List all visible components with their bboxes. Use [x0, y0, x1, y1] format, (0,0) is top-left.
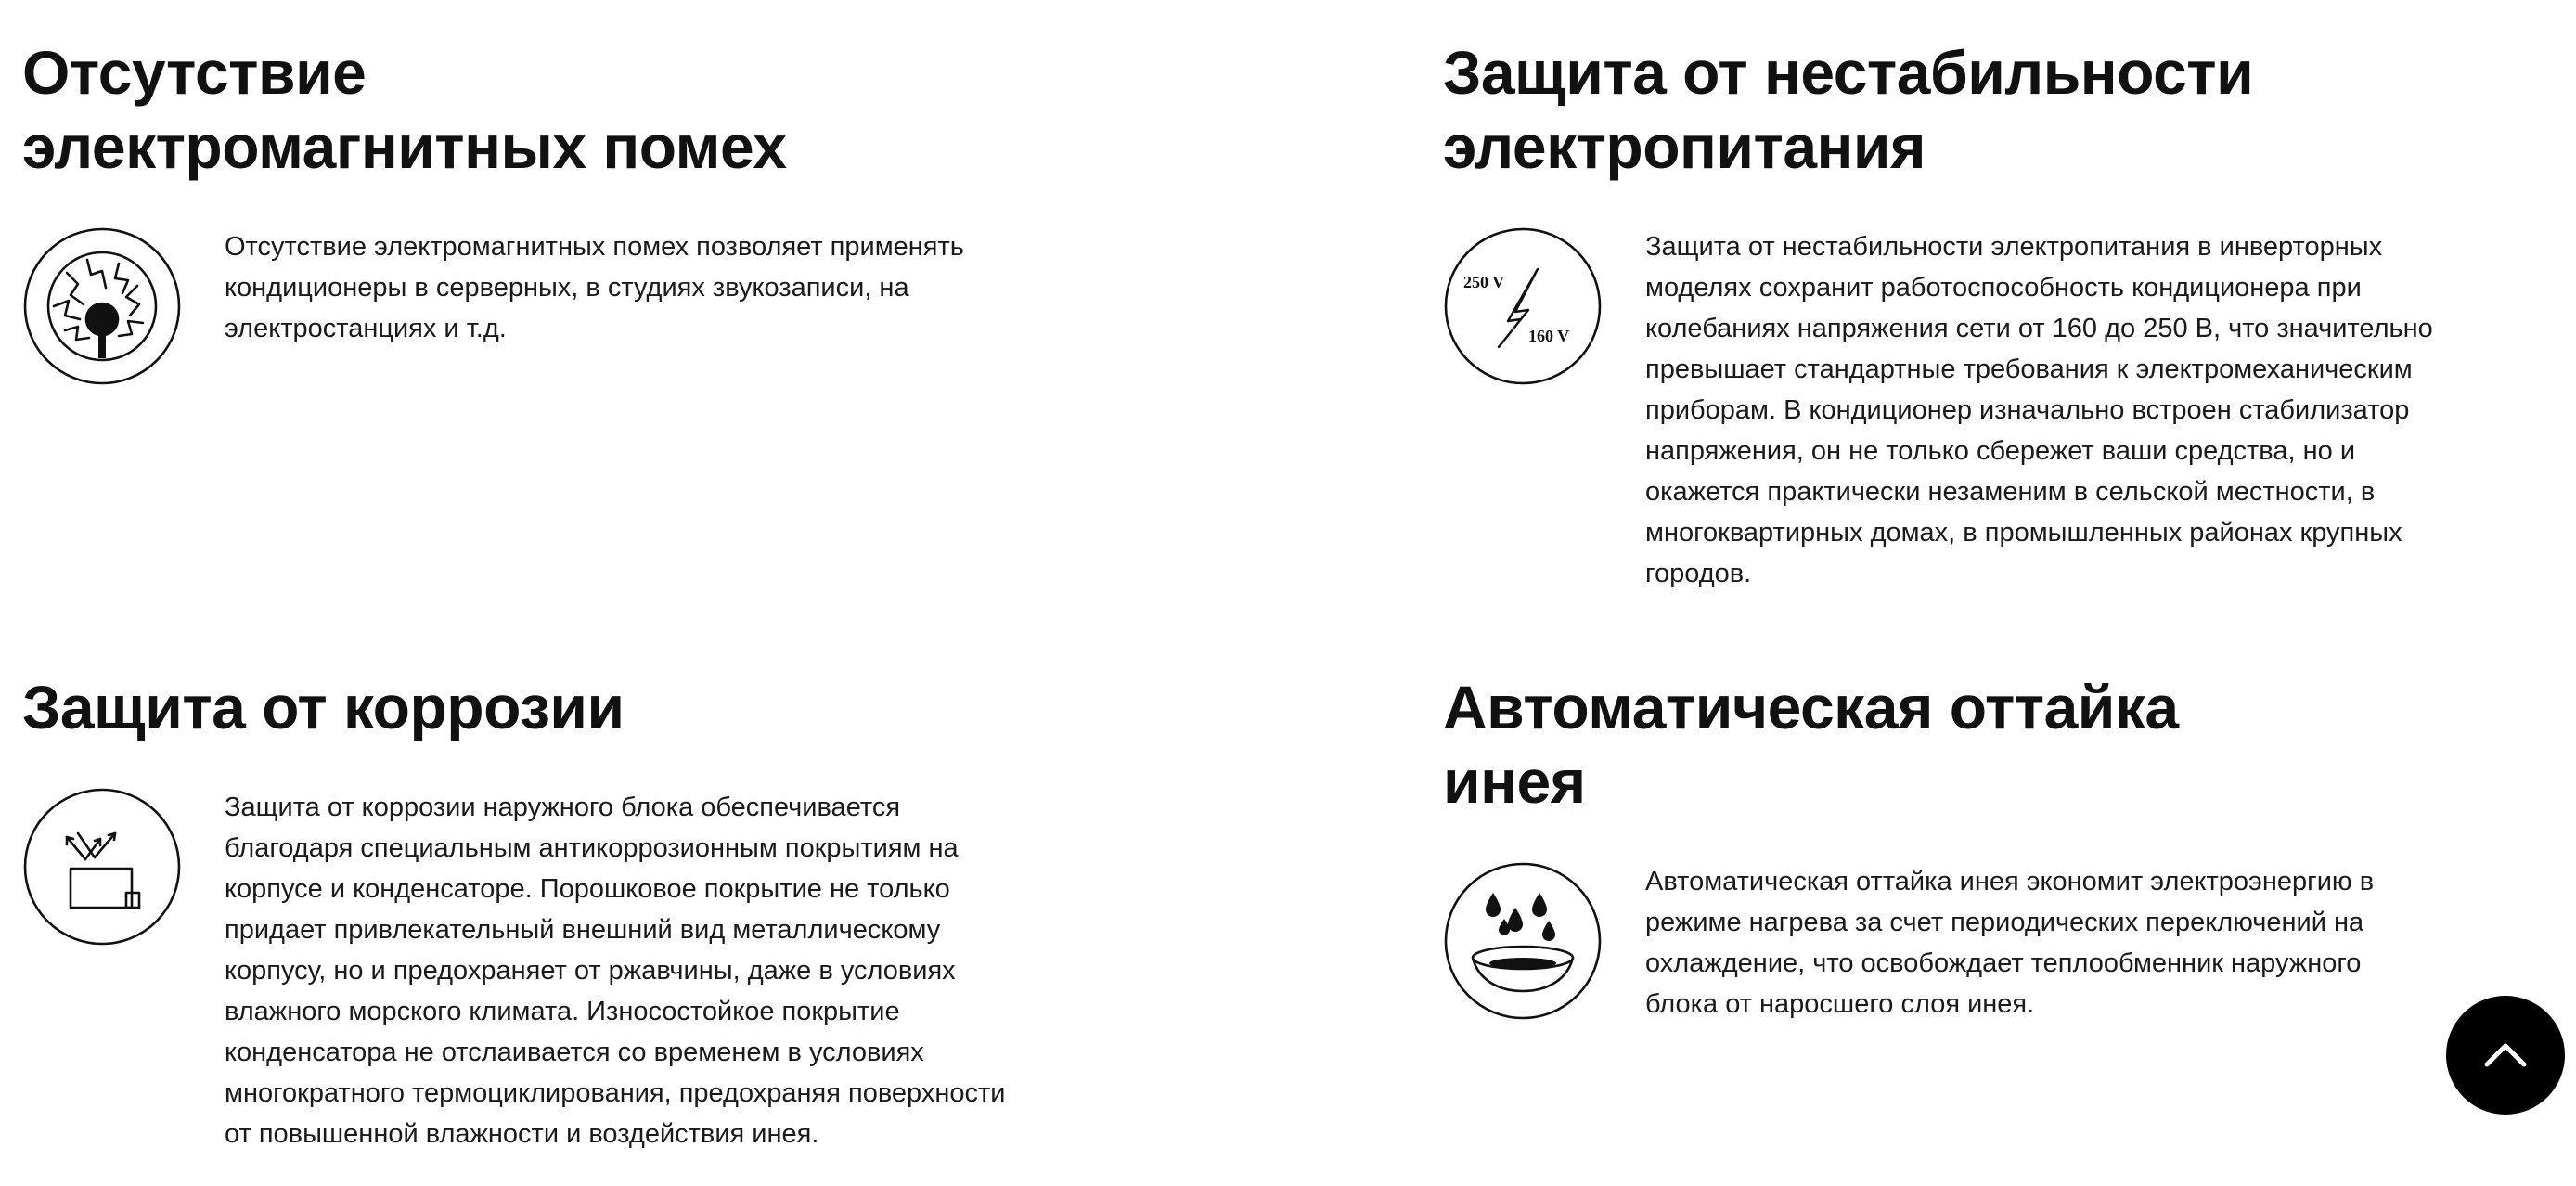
- scroll-to-top-button[interactable]: [2446, 996, 2565, 1115]
- electromagnetic-interference-icon: [22, 226, 182, 386]
- feature-title: Автоматическая оттайка инея: [1443, 673, 2179, 816]
- feature-title: Отсутствие электромагнитных помех: [22, 38, 787, 181]
- voltage-high-label: 250 V: [1463, 273, 1505, 291]
- corrosion-shield-icon: [22, 787, 182, 947]
- feature-text: Защита от коррозии наружного блока обеспечивается благодаря специальным антикоррозионным покрытиям на корпусе и конденсаторе. Порошковое покрытие не только придает привлекательный внешний вид металлическому корпусу, но и предохраняет от ржавчины, даже в условиях влажного морского климата. Износостойкое покрытие конденсатора не отслаивается со временем в условиях многократного термоциклирования, предохраняя поверхности от повышенной влажности и воздействия инея.: [225, 793, 1006, 1149]
- feature-text: Защита от нестабильности электропитания в инверторных моделях сохранит работоспособность кондиционера при колебаниях напряжения сети от 160 до 250 В, что значительно превышает стандартные требования к электромеханическим приборам. В кондиционер изначально встроен стабилизатор напряжения, он не только сбережет ваши средства, но и окажется практически незаменим в сельской местности, в многоквартирных домах, в промышленных районах крупных городов.: [1645, 232, 2433, 588]
- voltage-lightning-icon: [1443, 226, 1603, 386]
- feature-em-interference: [22, 35, 1229, 343]
- feature-text: Автоматическая оттайка инея экономит электроэнергию в режиме нагрева за счет периодических переключений на охлаждение, что освобождает теплообменник наружного блока от наросшего слоя инея.: [1645, 867, 2375, 1019]
- feature-title: Защита от нестабильности электропитания: [1443, 38, 2254, 181]
- feature-corrosion-protection: [22, 670, 1229, 1149]
- feature-auto-defrost: [1443, 670, 2557, 1019]
- feature-text: Отсутствие электромагнитных помех позволяет применять кондиционеры в серверных, в студиях звукозаписи, на электростанциях и т.д.: [225, 232, 964, 343]
- chevron-up-icon: [2479, 1029, 2531, 1081]
- voltage-low-label: 160 V: [1528, 327, 1570, 345]
- defrost-drops-icon: [1443, 861, 1603, 1021]
- feature-power-protection: [1443, 35, 2557, 588]
- feature-title: Защита от коррозии: [22, 673, 625, 741]
